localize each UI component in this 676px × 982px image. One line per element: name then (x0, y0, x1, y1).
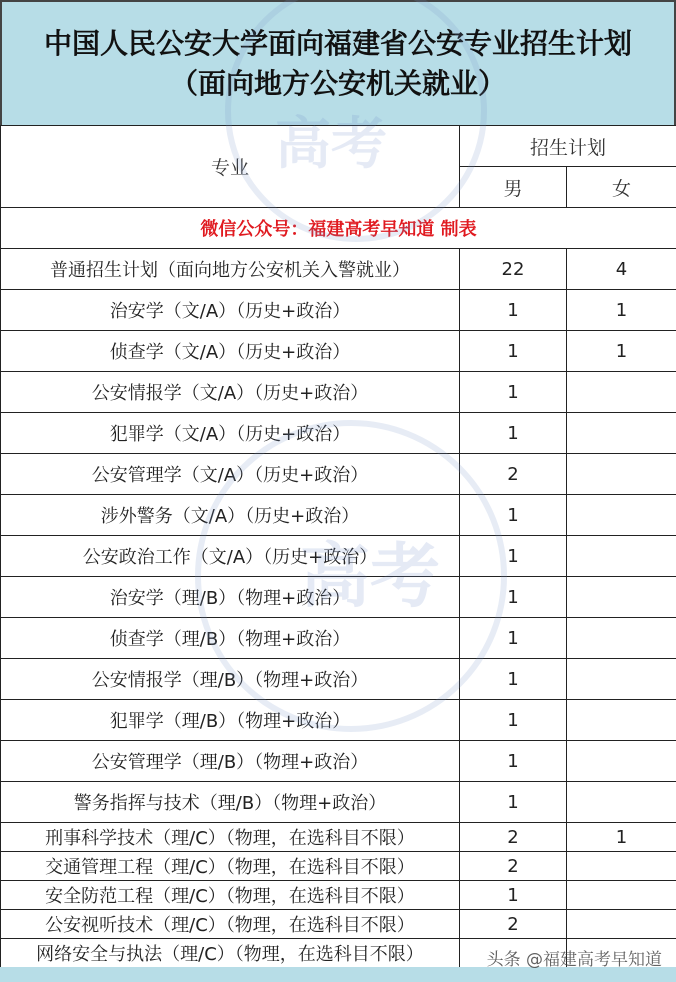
table-row (1, 823, 676, 852)
cell-male: 2 (460, 852, 567, 881)
table-row (1, 881, 676, 910)
table-row (1, 939, 676, 968)
cell-male: 1 (460, 290, 567, 331)
cell-male: 1 (460, 741, 567, 782)
table-row (1, 372, 676, 413)
cell-female (567, 910, 676, 939)
cell-female (567, 577, 676, 618)
cell-female: 1 (567, 331, 676, 372)
cell-male: 2 (460, 910, 567, 939)
cell-male: 1 (460, 700, 567, 741)
cell-male: 1 (460, 495, 567, 536)
cell-major: 公安情报学（理/B）（物理+政治） (1, 659, 460, 700)
cell-major: 普通招生计划（面向地方公安机关入警就业） (1, 249, 460, 290)
table-row (1, 413, 676, 454)
table-row (1, 495, 676, 536)
cell-major: 犯罪学（文/A）（历史+政治） (1, 413, 460, 454)
cell-male: 1 (460, 413, 567, 454)
cell-male: 1 (460, 782, 567, 823)
cell-female (567, 939, 676, 968)
cell-male: 1 (460, 659, 567, 700)
cell-male: 1 (460, 577, 567, 618)
header-plan: 招生计划 (460, 126, 676, 167)
cell-male: 1 (460, 536, 567, 577)
cell-major: 公安政治工作（文/A）（历史+政治） (1, 536, 460, 577)
table-row (1, 618, 676, 659)
cell-female (567, 618, 676, 659)
notice-text: 微信公众号：福建高考早知道 制表 (1, 208, 676, 249)
cell-male (460, 939, 567, 968)
title-banner (0, 0, 676, 125)
table-row (1, 659, 676, 700)
header-major: 专业 (1, 126, 460, 208)
table-row (1, 290, 676, 331)
table-row (1, 331, 676, 372)
cell-female (567, 782, 676, 823)
cell-major: 侦查学（理/B）（物理+政治） (1, 618, 460, 659)
cell-female (567, 495, 676, 536)
cell-major: 警务指挥与技术（理/B）（物理+政治） (1, 782, 460, 823)
cell-major: 公安管理学（理/B）（物理+政治） (1, 741, 460, 782)
cell-male: 1 (460, 618, 567, 659)
cell-male: 1 (460, 331, 567, 372)
cell-male: 1 (460, 372, 567, 413)
cell-major: 安全防范工程（理/C）（物理，在选科目不限） (1, 881, 460, 910)
enrollment-table (0, 125, 676, 968)
table-row (1, 782, 676, 823)
cell-major: 公安管理学（文/A）（历史+政治） (1, 454, 460, 495)
cell-major: 治安学（理/B）（物理+政治） (1, 577, 460, 618)
cell-major: 交通管理工程（理/C）（物理，在选科目不限） (1, 852, 460, 881)
table-row (1, 741, 676, 782)
header-male: 男 (460, 167, 567, 208)
cell-female (567, 454, 676, 495)
page-subtitle: （面向地方公安机关就业） (169, 66, 506, 100)
cell-major: 治安学（文/A）（历史+政治） (1, 290, 460, 331)
cell-major: 犯罪学（理/B）（物理+政治） (1, 700, 460, 741)
cell-female (567, 413, 676, 454)
cell-female: 1 (567, 823, 676, 852)
cell-female: 4 (567, 249, 676, 290)
table-row (1, 700, 676, 741)
cell-female (567, 741, 676, 782)
cell-major: 涉外警务（文/A）（历史+政治） (1, 495, 460, 536)
header-female: 女 (567, 167, 676, 208)
cell-female (567, 881, 676, 910)
table-row (1, 249, 676, 290)
cell-female (567, 659, 676, 700)
table-row (1, 454, 676, 495)
cell-female (567, 536, 676, 577)
cell-major: 刑事科学技术（理/C）（物理，在选科目不限） (1, 823, 460, 852)
notice-row (1, 208, 676, 249)
table-row (1, 577, 676, 618)
cell-major: 公安情报学（文/A）（历史+政治） (1, 372, 460, 413)
footer-watermark: 头条 @福建高考早知道 (486, 950, 662, 970)
cell-female (567, 372, 676, 413)
cell-female (567, 852, 676, 881)
cell-male: 2 (460, 823, 567, 852)
table-row (1, 852, 676, 881)
cell-major: 侦查学（文/A）（历史+政治） (1, 331, 460, 372)
cell-male: 2 (460, 454, 567, 495)
cell-major: 网络安全与执法（理/C）（物理，在选科目不限） (1, 939, 460, 968)
header-row (1, 126, 676, 167)
cell-male: 22 (460, 249, 567, 290)
table-row (1, 910, 676, 939)
cell-female (567, 700, 676, 741)
cell-male: 1 (460, 881, 567, 910)
cell-major: 公安视听技术（理/C）（物理，在选科目不限） (1, 910, 460, 939)
table-row (1, 536, 676, 577)
page-title: 中国人民公安大学面向福建省公安专业招生计划 (43, 26, 632, 60)
bottom-band (0, 967, 676, 982)
cell-female: 1 (567, 290, 676, 331)
